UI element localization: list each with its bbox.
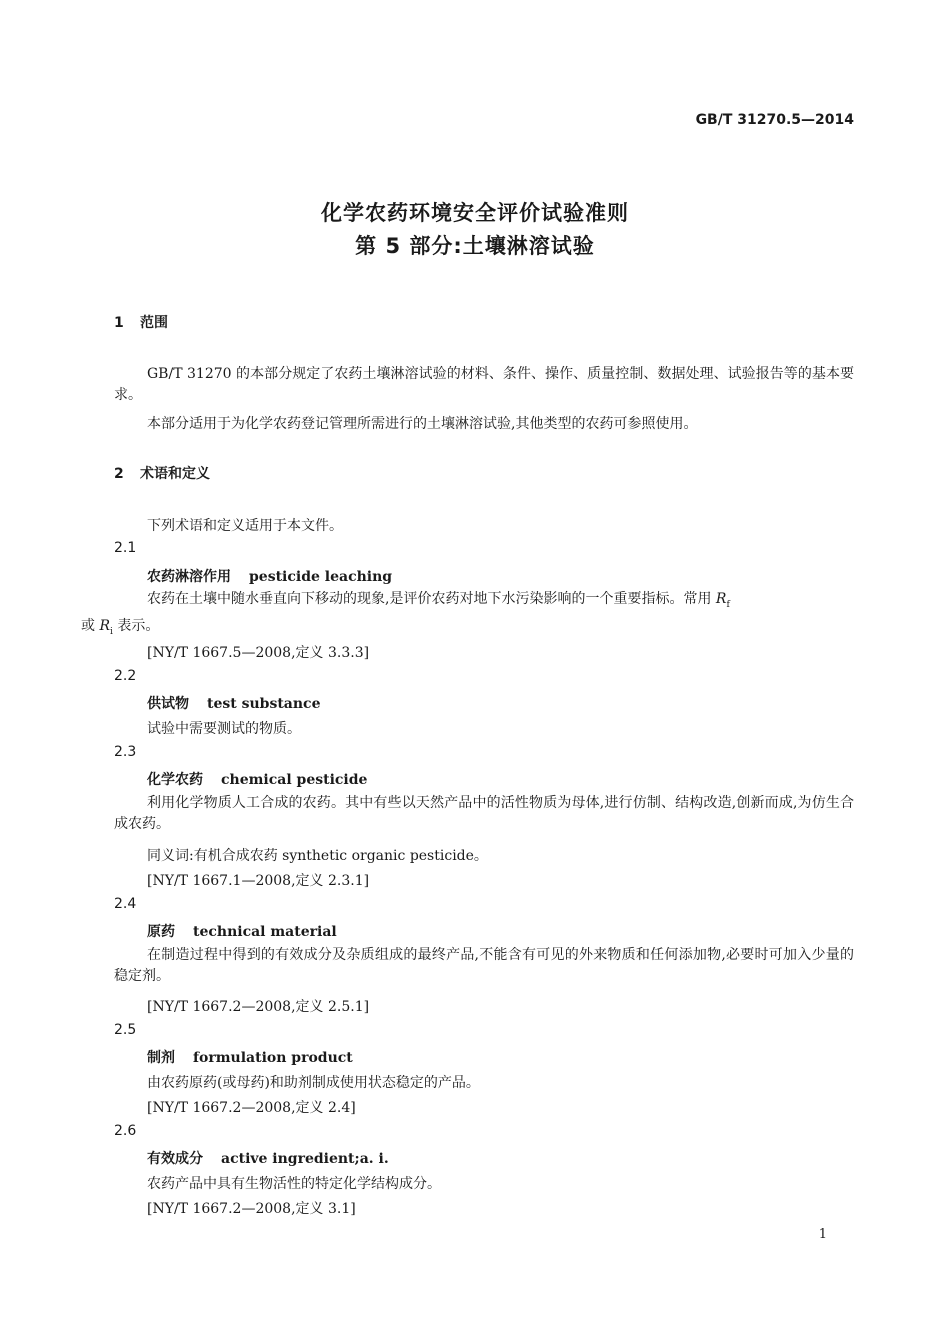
term-heading — [147, 769, 367, 789]
section-title: 范围 — [140, 315, 168, 331]
term-heading — [147, 566, 392, 586]
term-number: 2.5 — [114, 1022, 137, 1038]
term-english: test substance — [207, 696, 321, 712]
definition-text: 表示。 — [112, 617, 160, 634]
scope-paragraph-1: GB/T 31270 的本部分规定了农药土壤淋溶试验的材料、条件、操作、质量控制、数据处理、试验报告等的基本要求。 — [114, 366, 854, 403]
document-subtitle: 第 5 部分:土壤淋溶试验 — [355, 234, 595, 258]
term-definition: 在制造过程中得到的有效成分及杂质组成的最终产品,不能含有可见的外来物质和任何添加物,必要时可加入少量的稳定剂。 — [114, 947, 854, 984]
term-reference: [NY/T 1667.2—2008,定义 2.5.1] — [147, 999, 370, 1015]
term-chinese: 原药 — [147, 924, 175, 940]
definition-text: 农药在土壤中随水垂直向下移动的现象,是评价农药对地下水污染影响的一个重要指标。常用 — [147, 591, 716, 607]
section-number: 1 — [114, 315, 124, 331]
terms-intro: 下列术语和定义适用于本文件。 — [147, 518, 343, 534]
term-definition: 农药产品中具有生物活性的特定化学结构成分。 — [147, 1176, 441, 1192]
variable-r: R — [715, 591, 727, 607]
subscript-f: f — [726, 599, 730, 610]
standard-number: GB/T 31270.5—2014 — [695, 112, 854, 128]
section-heading-terms — [114, 463, 210, 483]
term-number: 2.4 — [114, 896, 137, 912]
term-chinese: 化学农药 — [147, 772, 203, 788]
term-chinese: 供试物 — [147, 696, 189, 712]
term-number: 2.2 — [114, 668, 137, 684]
term-reference: [NY/T 1667.2—2008,定义 3.1] — [147, 1201, 356, 1217]
variable-r: R — [99, 617, 110, 634]
term-heading — [147, 693, 320, 713]
term-reference: [NY/T 1667.1—2008,定义 2.3.1] — [147, 873, 370, 889]
section-number: 2 — [114, 466, 124, 482]
term-heading — [147, 1047, 353, 1067]
page-number: 1 — [818, 1227, 827, 1242]
document-title: 化学农药环境安全评价试验准则 — [321, 201, 629, 225]
term-definition: 试验中需要测试的物质。 — [147, 721, 301, 737]
term-definition — [81, 589, 854, 643]
section-title: 术语和定义 — [140, 466, 210, 482]
term-number: 2.3 — [114, 744, 137, 760]
term-chinese: 有效成分 — [147, 1151, 203, 1167]
term-english: active ingredient;a. i. — [221, 1151, 389, 1167]
term-definition: 由农药原药(或母药)和助剂制成使用状态稳定的产品。 — [147, 1075, 480, 1091]
section-heading-scope — [114, 312, 168, 332]
term-heading — [147, 1148, 389, 1168]
term-number: 2.1 — [114, 540, 137, 556]
term-synonym: 同义词:有机合成农药 synthetic organic pesticide。 — [147, 848, 488, 864]
term-english: chemical pesticide — [221, 772, 368, 788]
term-english: formulation product — [193, 1050, 353, 1066]
term-definition: 利用化学物质人工合成的农药。其中有些以天然产品中的活性物质为母体,进行仿制、结构改造,创新而成,为仿生合成农药。 — [114, 795, 854, 832]
term-reference: [NY/T 1667.2—2008,定义 2.4] — [147, 1100, 356, 1116]
term-english: technical material — [193, 924, 337, 940]
term-chinese: 制剂 — [147, 1050, 175, 1066]
term-chinese: 农药淋溶作用 — [147, 569, 231, 585]
definition-text: 或 — [81, 617, 100, 634]
term-heading — [147, 921, 337, 941]
term-reference: [NY/T 1667.5—2008,定义 3.3.3] — [147, 645, 370, 661]
subscript-i: i — [110, 626, 113, 637]
term-english: pesticide leaching — [249, 569, 393, 585]
scope-paragraph-2: 本部分适用于为化学农药登记管理所需进行的土壤淋溶试验,其他类型的农药可参照使用。 — [147, 416, 698, 432]
term-number: 2.6 — [114, 1123, 137, 1139]
